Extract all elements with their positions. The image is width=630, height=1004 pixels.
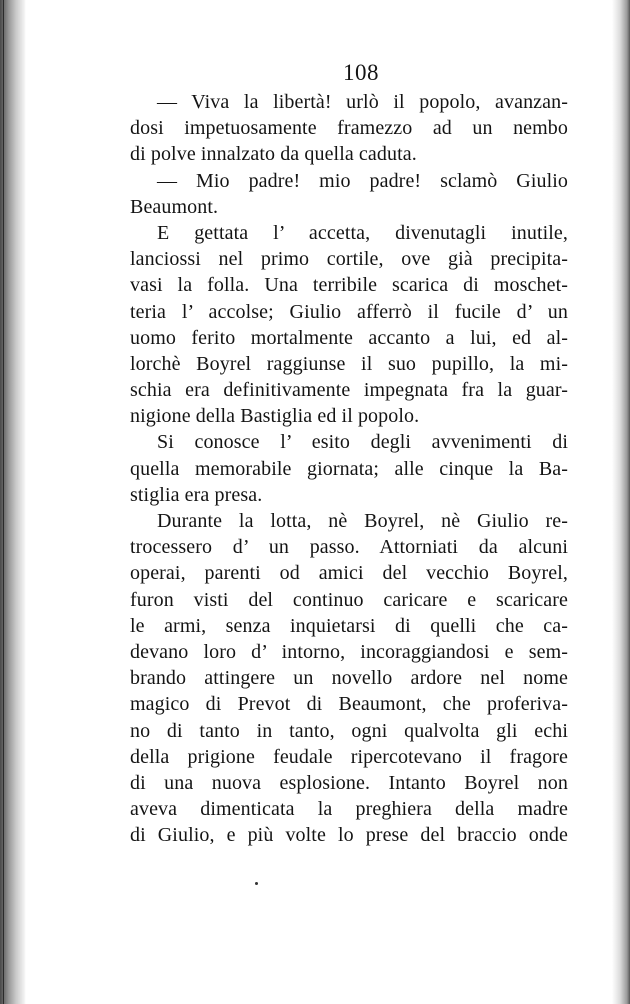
text-line: schia era definitivamente impegnata fra la guar- bbox=[130, 379, 568, 402]
book-binding-shadow bbox=[0, 0, 26, 1004]
text-line: lorchè Boyrel raggiunse il suo pupillo, la mi- bbox=[130, 352, 568, 375]
text-line: Durante la lotta, nè Boyrel, nè Giulio re- bbox=[157, 510, 568, 532]
text-line: E gettata l’ accetta, divenutagli inutile, bbox=[157, 221, 568, 244]
text-line: di una nuova esplosione. Intanto Boyrel non bbox=[130, 771, 568, 794]
text-line: Beaumont. bbox=[130, 195, 219, 218]
text-line: le armi, senza inquietarsi di quelli che ca- bbox=[130, 614, 568, 637]
text-line: quella memorabile giornata; alle cinque la Ba- bbox=[130, 457, 568, 480]
text-line: lanciossi nel primo cortile, ove già precipita- bbox=[130, 248, 568, 271]
text-line: vasi la folla. Una terribile scarica di moschet- bbox=[130, 274, 568, 297]
text-line: no di tanto in tanto, ogni qualvolta gli echi bbox=[130, 719, 568, 742]
text-line: brando attingere un novello ardore nel nome bbox=[130, 667, 568, 690]
text-line: dosi impetuosamente framezzo ad un nembo bbox=[130, 117, 568, 140]
text-line: nigione della Bastiglia ed il popolo. bbox=[130, 405, 420, 428]
text-line: della prigione feudale ripercotevano il fragore bbox=[130, 745, 568, 768]
text-line: trocessero d’ un passo. Attorniati da alcuni bbox=[130, 536, 568, 559]
text-line: stiglia era presa. bbox=[130, 483, 263, 506]
text-line: di Giulio, e più volte lo prese del braccio onde bbox=[130, 824, 568, 847]
page-edge-shadow bbox=[612, 0, 630, 1004]
text-line: uomo ferito mortalmente accanto a lui, ed al- bbox=[130, 326, 568, 349]
body-text bbox=[130, 89, 568, 848]
page-number: 108 bbox=[343, 60, 379, 85]
text-line: Si conosce l’ esito degli avvenimenti di bbox=[157, 431, 568, 454]
text-line: operai, parenti od amici del vecchio Boyrel, bbox=[130, 562, 568, 585]
text-line: aveva dimenticata la preghiera della madre bbox=[130, 798, 568, 821]
text-line: teria l’ accolse; Giulio afferrò il fucile d’ un bbox=[130, 300, 568, 323]
text-line: — Mio padre! mio padre! sclamò Giulio bbox=[157, 169, 568, 192]
ink-speck bbox=[255, 882, 258, 885]
text-line: furon visti del continuo caricare e scaricare bbox=[130, 588, 568, 611]
text-line: di polve innalzato da quella caduta. bbox=[130, 143, 417, 166]
text-line: devano loro d’ intorno, incoraggiandosi e sem- bbox=[130, 640, 568, 663]
text-line: — Viva la libertà! urlò il popolo, avanzan- bbox=[157, 91, 568, 113]
text-line: magico di Prevot di Beaumont, che proferiva- bbox=[130, 693, 568, 716]
